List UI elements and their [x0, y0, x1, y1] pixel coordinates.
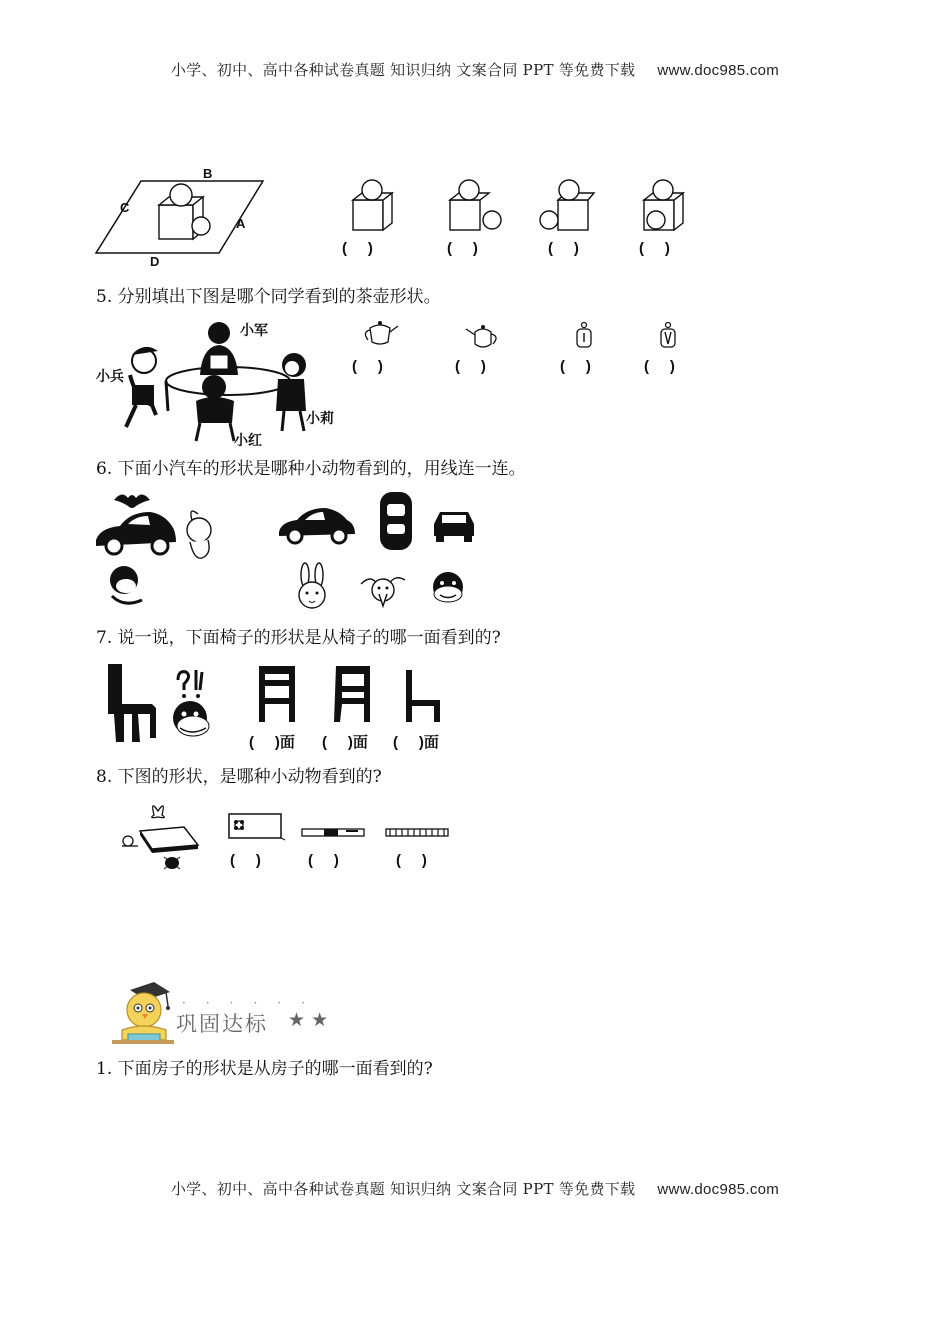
q8-side-view-1	[298, 825, 370, 841]
footer-text: 小学、初中、高中各种试卷真题 知识归纳 文案合同 PPT 等免费下载	[170, 1180, 636, 1198]
mascot-chick-icon	[110, 978, 180, 1048]
q5-teapot-angle-icon	[463, 320, 503, 352]
q8-blank-1[interactable]: ( )	[230, 852, 261, 869]
footer-url: www.doc985.com	[657, 1181, 780, 1198]
q8-top-view	[225, 810, 287, 844]
q5-name-xiaojun: 小军	[240, 322, 268, 338]
q5-teapot-side-icon	[360, 318, 400, 348]
q4-label-d: D	[150, 254, 160, 269]
page-footer	[0, 1178, 950, 1199]
q5-blank-4[interactable]: ( )	[644, 358, 675, 375]
q5-blank-1[interactable]: ( )	[352, 358, 383, 375]
q6-car-top-view	[376, 490, 416, 552]
q6-bird-icon	[357, 570, 409, 612]
q5-blank-2[interactable]: ( )	[455, 358, 486, 375]
section-difficulty-stars: ★ ★	[288, 1009, 329, 1031]
q4-blank-2[interactable]: ( )	[447, 240, 478, 257]
q5-teapot-back-icon	[656, 320, 680, 352]
q4-view-3	[536, 178, 598, 238]
q7-blank-2[interactable]: ( )面	[322, 734, 368, 751]
q5-blank-3[interactable]: ( )	[560, 358, 591, 375]
q4-view-4	[636, 178, 691, 238]
q7-blank-3[interactable]: ( )面	[393, 734, 439, 751]
q4-blank-3[interactable]: ( )	[548, 240, 579, 257]
q7-question: 7. 说一说，下面椅子的形状是从椅子的哪一面看到的?	[96, 628, 501, 648]
q7-chair-front-view	[255, 664, 299, 724]
q8-blank-3[interactable]: ( )	[396, 852, 427, 869]
q4-blank-1[interactable]: ( )	[342, 240, 373, 257]
q8-side-view-2	[378, 825, 458, 841]
q4-view-1	[345, 178, 400, 238]
section-title-dots: ······	[182, 996, 325, 1010]
q7-chair-scene-figure	[102, 660, 222, 746]
q4-blank-4[interactable]: ( )	[639, 240, 670, 257]
q5-name-xiaohong: 小红	[234, 432, 262, 448]
q4-label-c: C	[120, 200, 130, 215]
q8-question: 8. 下图的形状，是哪种小动物看到的?	[96, 767, 382, 787]
q6-car-side-view	[277, 498, 357, 548]
q5-teapot-front-icon	[572, 320, 596, 352]
page-header	[0, 59, 950, 80]
q4-label-b: B	[203, 166, 213, 181]
q7-chair-back-view	[330, 664, 374, 724]
q5-question: 5. 分别填出下图是哪个同学看到的茶壶形状。	[96, 287, 441, 307]
section-title: 巩固达标	[176, 1012, 268, 1036]
q4-scene-figure	[96, 165, 276, 270]
q6-question: 6. 下面小汽车的形状是哪种小动物看到的，用线连一连。	[96, 459, 526, 479]
q8-blank-2[interactable]: ( )	[308, 852, 339, 869]
q4-view-2	[444, 178, 506, 238]
q6-car-front-view	[430, 506, 478, 544]
q7-blank-1[interactable]: ( )面	[249, 734, 295, 751]
q4-label-a: A	[236, 216, 246, 231]
q5-name-xiaobing: 小兵	[96, 368, 124, 384]
header-url: www.doc985.com	[657, 62, 780, 79]
q6-rabbit-icon	[293, 563, 331, 611]
q5-children-table-figure	[96, 315, 341, 445]
q6-scene-figure	[94, 488, 224, 610]
q8-scene-figure	[118, 795, 203, 875]
q7-chair-side-view	[402, 668, 444, 724]
q5-name-xiaoli: 小莉	[306, 410, 334, 426]
header-text: 小学、初中、高中各种试卷真题 知识归纳 文案合同 PPT 等免费下载	[170, 61, 636, 79]
q6-monkey-icon	[425, 570, 471, 608]
c1-question: 1. 下面房子的形状是从房子的哪一面看到的?	[96, 1059, 433, 1079]
